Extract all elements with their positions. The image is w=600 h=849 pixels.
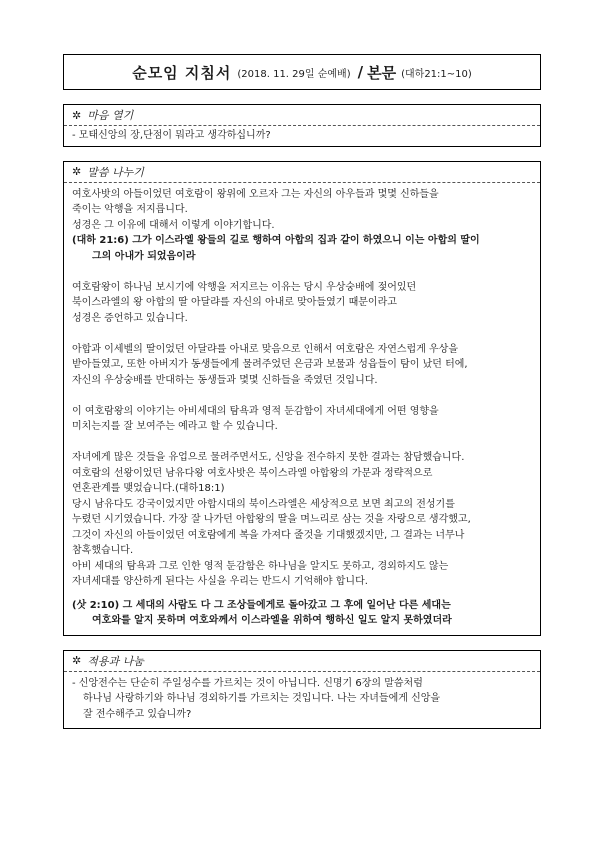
paragraph-line: 여호람왕이 하나님 보시기에 악행을 저지르는 이유는 당시 우상숭배에 젖어있던 [72,281,417,293]
section-heading [64,105,540,126]
paragraph-line: 미치는지를 잘 보여주는 예라고 할 수 있습니다. [72,421,278,432]
paragraph-line: 참혹했습니다. [72,545,134,556]
question-line: 하나님 사랑하기와 하나님 경외하기를 가르치는 것입니다. 나는 자녀들에게 신앙을 [83,693,441,704]
section-application [63,650,541,730]
paragraph-line: 이 여호람왕의 이야기는 아비세대의 탐욕과 영적 둔감함이 자녀세대에게 어떤 영향을 [72,405,439,417]
section-body [64,183,540,635]
section-sharing [63,161,541,636]
asterisk-icon: ✲ [72,654,82,667]
section-heading-label: 적용과 나눔 [87,654,144,668]
paragraph-line: 죽이는 악행을 저지릅니다. [72,204,188,215]
scripture-reference: (대하21:1~10) [401,68,472,80]
paragraph-line: 그것이 자신의 아들이었던 여호람에게 복을 가져다 줄것을 기대했겠지만, 그 결과는 너무나 [72,529,465,541]
paragraph-line: 받아들였고, 또한 아버지가 동생들에게 물려주었던 은금과 보물과 성읍들이 탐이 났던 터에, [72,359,468,370]
asterisk-icon: ✲ [72,165,82,178]
paragraph-line: 아합과 이세벨의 딸이었던 아달랴를 아내로 맞음으로 인해서 여호람은 자연스럽게 우상을 [72,343,459,355]
section-heading [64,162,540,183]
section-body [64,672,540,729]
question-line: - 신앙전수는 단순히 주일성수를 가르치는 것이 아닙니다. 신명기 6장의 말씀처럼 [72,677,423,689]
scripture-quote-line: 그의 아내가 되었음이라 [92,250,196,262]
paragraph-line: 여호사밧의 아들이었던 여호람이 왕위에 오르자 그는 자신의 아우들과 몇몇 신하들을 [72,188,439,200]
section-heading [64,651,540,672]
paragraph-line: 자녀세대를 양산하게 된다는 사실을 우리는 반드시 기억해야 합니다. [72,576,368,587]
section-heading-label: 마음 열기 [87,109,134,122]
document-page [63,54,541,729]
title-separator: / [357,63,364,81]
section-opening [63,104,541,147]
scripture-quote-line: (삿 2:10) 그 세대의 사람도 다 그 조상들에게로 돌아갔고 그 후에 일어난 다른 세대는 [72,599,451,611]
paragraph-line: 누렸던 시기였습니다. 가장 잘 나가던 아합왕의 딸을 며느리로 삼는 것을 자랑으로 생각했고, [72,514,471,525]
paragraph-line: 자신의 우상숭배를 반대하는 동생들과 몇몇 신하들을 죽였던 것입니다. [72,374,378,386]
scripture-quote-line: 여호와를 알지 못하며 여호와께서 이스라엘을 위하여 행하신 일도 알지 못하였더라 [92,615,452,626]
paragraph-line: 아비 세대의 탐욕과 그로 인한 영적 둔감함은 하나님을 알지도 못하고, 경외하지도 않는 [72,560,449,572]
paragraph-line: 연혼관계를 맺었습니다.(대하18:1) [72,483,225,494]
paragraph-line: 성경은 그 이유에 대해서 이렇게 이야기합니다. [72,219,275,231]
paragraph-line: 당시 남유다도 강국이었지만 아합시대의 북이스라엘은 세상적으로 보면 최고의 전성기를 [72,498,455,510]
section-heading-label: 말씀 나누기 [87,165,144,179]
paragraph-line: 북이스라엘의 왕 아합의 딸 아달랴를 자신의 아내로 맞아들였기 때문이라고 [72,297,397,308]
paragraph-line: 자녀에게 많은 것들을 유업으로 물려주면서도, 신앙을 전수하지 못한 결과는 참담했습니다. [72,452,465,463]
title-box [63,54,541,90]
title-subtitle: 본문 [367,63,397,82]
paragraph-line: 성경은 증언하고 있습니다. [72,312,188,324]
question-line: - 모태신앙의 장,단점이 뭐라고 생각하십니까? [72,130,271,141]
paragraph-line: 여호람의 선왕이었던 남유다왕 여호사밧은 북이스라엘 아합왕의 가문과 정략적으로 [72,467,433,479]
title-date: (2018. 11. 29일 순예배) [237,68,351,80]
asterisk-icon: ✲ [72,108,82,122]
question-line: 잘 전수해주고 있습니까? [83,708,192,720]
section-body [64,126,540,146]
document-title: 순모임 지침서 [132,63,232,82]
scripture-quote-line: (대하 21:6) 그가 이스라엘 왕들의 길로 행하여 아합의 집과 같이 하였으니 이는 아합의 딸이 [72,235,480,246]
